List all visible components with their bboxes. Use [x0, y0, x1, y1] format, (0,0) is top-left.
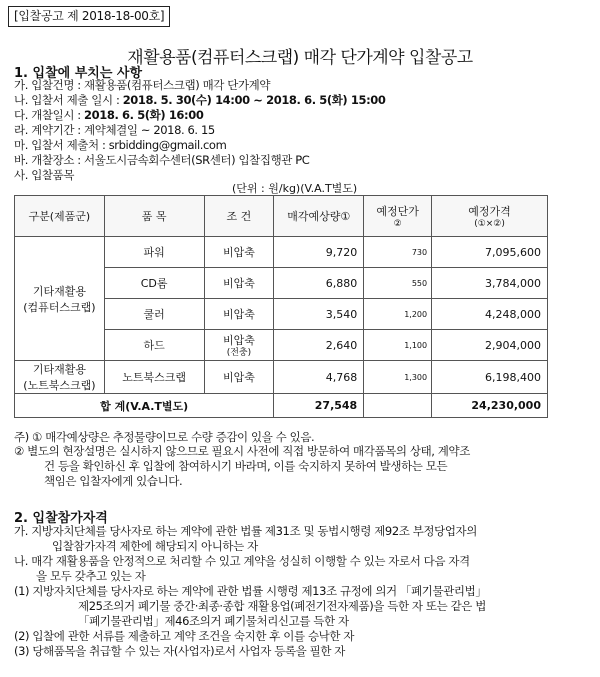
qual-1-line2: 제25조의거 폐기물 중간·최종·종합 재활용업(폐전기전자제품)을 득한 자 또는 같은 법 [78, 599, 486, 613]
group1-line2: (컴퓨터스크랩) [23, 300, 96, 314]
group1-line1: 기타재활용 [32, 284, 86, 298]
item-na-label: 나. 입찰서 제출 일시 : [14, 93, 123, 107]
item-ba-value: 서울도시금속회수센터(SR센터) 입찰집행관 PC [84, 153, 310, 167]
note-2-line1: ② 별도의 현장설명은 실시하지 않으므로 필요시 사전에 직접 방문하여 매각품목의 상태, 계약조 [14, 444, 470, 458]
bid-items-table [14, 195, 548, 418]
cell-item: 파워 [104, 237, 204, 268]
cell-price: 730 [364, 237, 432, 268]
table-header-row [15, 196, 548, 237]
cell-condition [204, 330, 274, 361]
group-notebook-scrap [15, 361, 105, 394]
header-item: 품 목 [104, 196, 204, 237]
item-da [14, 108, 203, 123]
total-empty [364, 394, 432, 418]
page-title: 재활용품(컴퓨터스크랩) 매각 단가계약 입찰공고 [127, 48, 473, 68]
header-price-label: 예정단가 [376, 205, 419, 218]
cell-qty: 3,540 [274, 299, 364, 330]
cell-qty: 2,640 [274, 330, 364, 361]
cell-qty: 6,880 [274, 268, 364, 299]
qual-1-line1: (1) 지방자치단체를 당사자로 하는 계약에 관한 법률 시행령 제13조 규정에 의거 「폐기물관리법」 [14, 584, 487, 598]
item-ga-label: 가. 입찰건명 : [14, 78, 85, 92]
header-amount-sub: (①×②) [474, 219, 505, 229]
header-price-sub: ② [393, 219, 402, 229]
group2-line1: 기타재활용 [32, 363, 86, 376]
item-ga-value: 재활용품(컴퓨터스크랩) 매각 단가계약 [84, 78, 271, 92]
qual-2: (2) 입찰에 관한 서류를 제출하고 계약 조건을 숙지한 후 이를 승낙한 자 [14, 629, 355, 643]
item-da-value: 2018. 6. 5(화) 16:00 [84, 108, 204, 122]
cell-condition: 비압축 [204, 299, 274, 330]
header-amount-label: 예정가격 [468, 205, 511, 218]
cell-qty: 4,768 [274, 361, 364, 394]
note-2-line3: 책임은 입찰자에게 있습니다. [44, 474, 183, 488]
qual-na-line1: 나. 매각 재활용품을 안정적으로 처리할 수 있고 계약을 성실히 이행할 수 있는 자로서 다음 자격 [14, 554, 470, 568]
cell-item: 노트북스크랩 [104, 361, 204, 394]
cell-condition: 비압축 [204, 237, 274, 268]
section1-heading: 1. 입찰에 부치는 사항 [14, 66, 143, 81]
qual-ga-line1: 가. 지방자치단체를 당사자로 하는 계약에 관한 법률 제31조 및 동법시행령 제92조 부정당업자의 [14, 524, 477, 538]
cell-item: 쿨러 [104, 299, 204, 330]
item-ga [14, 78, 270, 93]
item-ba-label: 바. 개찰장소 : [14, 153, 85, 167]
total-row [15, 394, 548, 418]
table-row [15, 237, 548, 268]
cell-condition: 비압축 [204, 268, 274, 299]
item-ra-value: 계약체결일 ~ 2018. 6. 15 [84, 123, 215, 137]
qual-ga-line2: 입찰참가자격 제한에 해당되지 아니하는 자 [52, 539, 258, 553]
qual-na-line2: 을 모두 갖추고 있는 자 [36, 569, 146, 583]
cell-item: CD롬 [104, 268, 204, 299]
cell-amount: 2,904,000 [432, 330, 548, 361]
header-amount [432, 196, 548, 237]
note-2-line2: 건 등을 확인하신 후 입찰에 참여하시기 바라며, 이를 숙지하지 못하여 발생하는 모든 [44, 459, 448, 473]
qual-3: (3) 당해품목을 취급할 수 있는 자(사업자)로서 사업자 등록을 필한 자 [14, 644, 345, 658]
cell-amount: 4,248,000 [432, 299, 548, 330]
item-ma [14, 138, 226, 153]
qual-1-line3: 「폐기물관리법」제46조의거 폐기물처리신고를 득한 자 [78, 614, 349, 628]
header-category: 구분(제품군) [15, 196, 105, 237]
item-ra [14, 123, 215, 138]
cell-qty: 9,720 [274, 237, 364, 268]
header-price [364, 196, 432, 237]
cell-price: 1,300 [364, 361, 432, 394]
notice-number: [입찰공고 제 2018-18-00호] [8, 6, 170, 27]
item-na-value: 2018. 5. 30(수) 14:00 ~ 2018. 6. 5(화) 15:00 [122, 93, 386, 107]
group2-line2: (노트북스크랩) [23, 379, 96, 392]
item-ma-label: 마. 입찰서 제출처 : [14, 138, 109, 152]
cell-price: 550 [364, 268, 432, 299]
section2-heading: 2. 입찰참가자격 [14, 511, 108, 526]
cell-amount: 7,095,600 [432, 237, 548, 268]
item-ma-value: srbidding@gmail.com [108, 138, 227, 152]
total-qty: 27,548 [274, 394, 364, 418]
total-label: 합 계(V.A.T별도) [15, 394, 274, 418]
note-1: 주) ① 매각예상량은 추정물량이므로 수량 증감이 있을 수 있음. [14, 430, 315, 444]
cell-condition: 비압축 [204, 361, 274, 394]
header-condition: 조 건 [204, 196, 274, 237]
item-sa-label: 사. 입찰품목 [14, 168, 75, 182]
cell-amount: 3,784,000 [432, 268, 548, 299]
cell-condition-main: 비압축 [222, 334, 255, 347]
group-computer-scrap [15, 237, 105, 361]
cell-condition-sub: (전충) [226, 348, 252, 358]
item-ra-label: 라. 계약기간 : [14, 123, 85, 137]
table-row [15, 361, 548, 394]
item-sa [14, 168, 74, 183]
unit-note: (단위 : 원/kg)(V.A.T별도) [232, 182, 358, 195]
item-na [14, 93, 386, 108]
cell-price: 1,100 [364, 330, 432, 361]
header-qty: 매각예상량① [274, 196, 364, 237]
total-amount: 24,230,000 [432, 394, 548, 418]
item-da-label: 다. 개찰일시 : [14, 108, 85, 122]
cell-price: 1,200 [364, 299, 432, 330]
cell-amount: 6,198,400 [432, 361, 548, 394]
cell-item: 하드 [104, 330, 204, 361]
item-ba [14, 153, 309, 168]
